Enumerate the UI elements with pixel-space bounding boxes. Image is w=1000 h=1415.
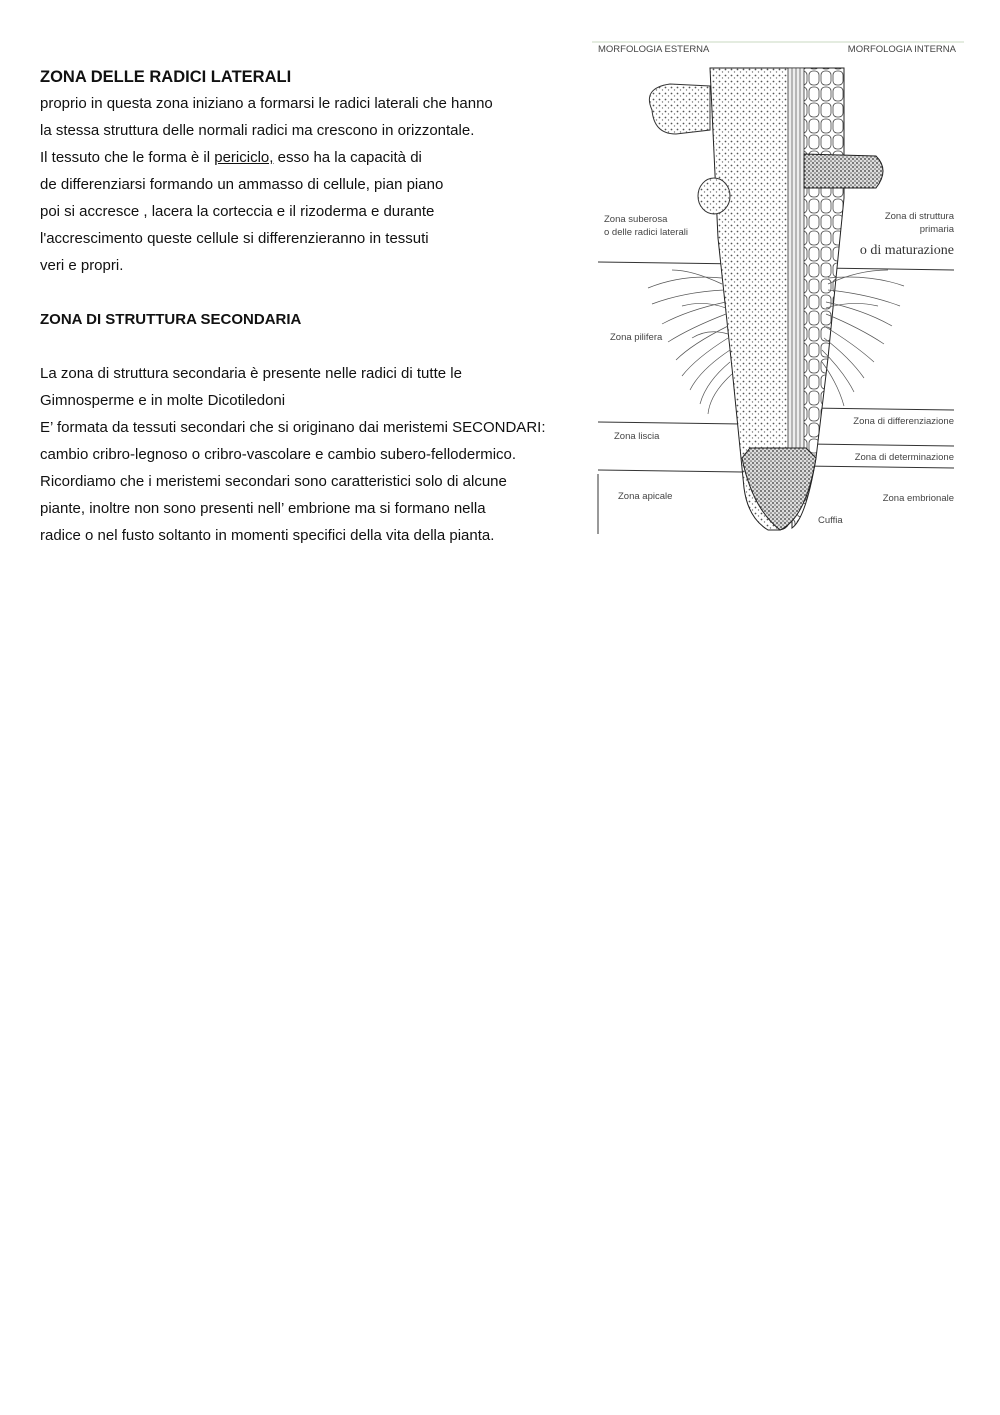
- paragraph-line: la stessa struttura delle normali radici ma crescono in orizzontale.: [40, 122, 475, 139]
- label-maturazione: o di maturazione: [859, 243, 954, 258]
- label-zona-embrionale: Zona embrionale: [882, 493, 954, 504]
- root-illustration: [592, 38, 964, 538]
- paragraph-line: proprio in questa zona iniziano a formarsi le radici laterali che hanno: [40, 95, 493, 112]
- document-text: [40, 64, 600, 549]
- paragraph-line: radice o nel fusto soltanto in momenti specifici della vita della pianta.: [40, 527, 495, 544]
- label-zona-suberosa: Zona suberosa: [604, 214, 668, 225]
- label-primaria: primaria: [919, 224, 954, 235]
- paragraph-line: piante, inoltre non sono presenti nell’ embrione ma si formano nella: [40, 500, 486, 517]
- paragraph-line: [40, 144, 600, 171]
- paragraph-line: l'accrescimento queste cellule si differenzieranno in tessuti: [40, 230, 429, 247]
- label-zona-differenziazione: Zona di differenziazione: [853, 416, 954, 427]
- underlined-term-periciclo: periciclo,: [214, 149, 274, 166]
- paragraph-line: de differenziarsi formando un ammasso di cellule, pian piano: [40, 176, 444, 193]
- label-zona-determinazione: Zona di determinazione: [854, 452, 954, 463]
- text-run: Il tessuto che le forma è il: [40, 149, 215, 166]
- paragraph-line: veri e propri.: [40, 257, 124, 274]
- paragraph-line: poi si accresce , lacera la corteccia e il rizoderma e durante: [40, 203, 435, 220]
- label-zona-apicale: Zona apicale: [618, 491, 673, 502]
- label-struttura-primaria: Zona di struttura: [884, 211, 954, 222]
- figure-header-right: MORFOLOGIA INTERNA: [847, 44, 956, 55]
- paragraph-line: E’ formata da tessuti secondari che si originano dai meristemi SECONDARI:: [40, 419, 546, 436]
- paragraph-line: cambio cribro-legnoso o cribro-vascolare e cambio subero-fellodermico.: [40, 446, 517, 463]
- root-anatomy-figure: [592, 38, 964, 538]
- paragraph-line: La zona di struttura secondaria è presente nelle radici di tutte le: [40, 365, 462, 382]
- paragraph-line: Ricordiamo che i meristemi secondari sono caratteristici solo di alcune: [40, 473, 507, 490]
- text-run: esso ha la capacità di: [273, 149, 422, 166]
- section-heading-struttura-secondaria: ZONA DI STRUTTURA SECONDARIA: [40, 311, 302, 328]
- label-zona-liscia: Zona liscia: [614, 431, 660, 442]
- label-cuffia: Cuffia: [818, 515, 843, 526]
- label-radici-laterali: o delle radici laterali: [604, 227, 688, 238]
- figure-header-left: MORFOLOGIA ESTERNA: [598, 44, 710, 55]
- paragraph-line: Gimnosperme e in molte Dicotiledoni: [40, 392, 286, 409]
- section-heading-radici-laterali: ZONA DELLE RADICI LATERALI: [40, 68, 292, 86]
- label-zona-pilifera: Zona pilifera: [610, 332, 663, 343]
